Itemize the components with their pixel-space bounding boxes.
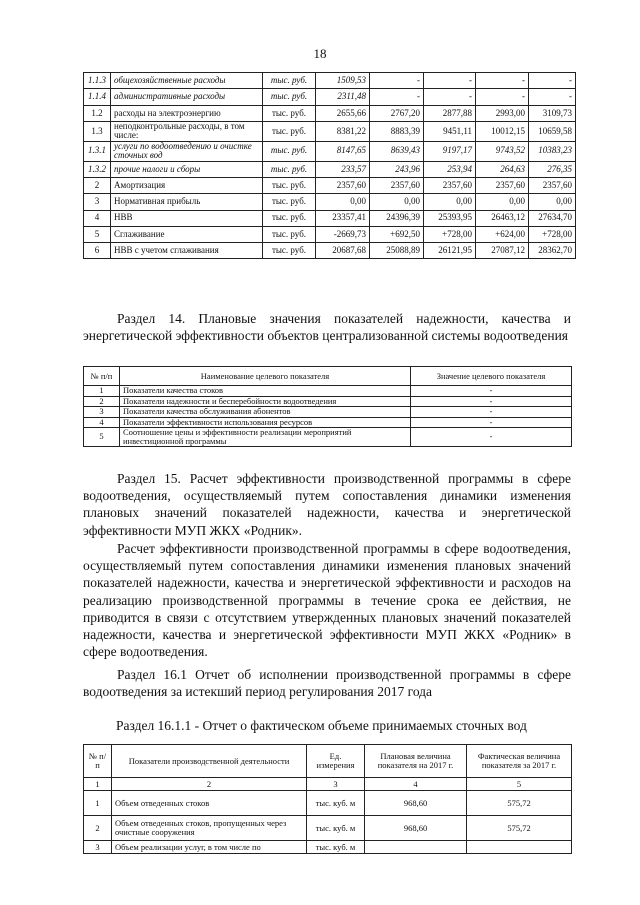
row-name: Объем отведенных стоков (112, 791, 307, 816)
row-unit: тыс. куб. м (307, 816, 365, 841)
col-number: 5 (467, 778, 572, 791)
section-16-1-1-title: Раздел 16.1.1 - Отчет о фактическом объеме принимаемых сточных вод (116, 718, 527, 733)
row-value: 264,63 (476, 161, 529, 177)
row-number: 1 (84, 791, 112, 816)
row-value: - (370, 89, 424, 105)
table-row (84, 396, 572, 407)
row-value: 10383,23 (529, 141, 576, 161)
table-row (84, 73, 576, 89)
row-unit: тыс. руб. (263, 73, 316, 89)
table-row (84, 194, 576, 210)
row-name: Показатели качества стоков (120, 386, 411, 397)
row-unit: тыс. руб. (263, 161, 316, 177)
header-value: Значение целевого показателя (411, 367, 572, 386)
table-row (84, 161, 576, 177)
row-value: - (424, 89, 476, 105)
table-row (84, 428, 572, 447)
row-fact (467, 841, 572, 854)
target-indicators-table (83, 366, 572, 447)
table-row (84, 816, 572, 841)
row-value: - (529, 89, 576, 105)
row-value: 276,35 (529, 161, 576, 177)
row-value: 0,00 (529, 194, 576, 210)
row-value: - (476, 89, 529, 105)
row-value: - (411, 407, 572, 418)
header-num: № п/п (84, 745, 112, 778)
table-row (84, 105, 576, 121)
table-row (84, 386, 572, 397)
col-number: 2 (112, 778, 307, 791)
row-value: 2357,60 (370, 177, 424, 193)
row-plan: 968,60 (365, 791, 467, 816)
row-plan (365, 841, 467, 854)
row-unit: тыс. куб. м (307, 791, 365, 816)
wastewater-report-table (83, 744, 572, 854)
row-number: 2 (84, 816, 112, 841)
row-value: 9451,11 (424, 121, 476, 141)
row-number: 5 (84, 428, 120, 447)
row-name: НВВ с учетом сглаживания (111, 243, 263, 259)
expenses-table (83, 72, 576, 259)
row-plan: 968,60 (365, 816, 467, 841)
row-unit: тыс. руб. (263, 177, 316, 193)
row-value: - (476, 73, 529, 89)
row-number: 5 (84, 226, 111, 242)
table-row (84, 121, 576, 141)
row-name: Объем реализации услуг, в том числе по (112, 841, 307, 854)
row-number: 6 (84, 243, 111, 259)
row-value: 24396,39 (370, 210, 424, 226)
row-value: 9743,52 (476, 141, 529, 161)
row-value: +692,50 (370, 226, 424, 242)
row-number: 1.1.4 (84, 89, 111, 105)
header-name: Показатели производственной деятельности (112, 745, 307, 778)
row-name: Нормативная прибыль (111, 194, 263, 210)
row-number: 1.3.2 (84, 161, 111, 177)
row-value: 26463,12 (476, 210, 529, 226)
section-15-body: Расчет эффективности производственной программы в сфере водоотведения, осуществляемый путем сопоставления динамики изменения плановых значений показателей надежности, качества и энергетической эффективности и расходов на реализацию производственной программы в течение срока ее действия, не приводится в связи с отсутствием утвержденных плановых значений показателей надежности, качества и энергетической эффективности МУП ЖКХ «Родник» в сфере водоотведения. (83, 541, 571, 660)
row-name: общехозяйственные расходы (111, 73, 263, 89)
row-value: 2767,20 (370, 105, 424, 121)
row-name: Показатели надежности и бесперебойности водоотведения (120, 396, 411, 407)
row-number: 1.1.3 (84, 73, 111, 89)
table-row (84, 407, 572, 418)
row-value: 9197,17 (424, 141, 476, 161)
row-unit: тыс. руб. (263, 210, 316, 226)
row-value: 0,00 (476, 194, 529, 210)
table-row (84, 417, 572, 428)
row-number: 3 (84, 407, 120, 418)
row-value: +624,00 (476, 226, 529, 242)
section-15-title: Раздел 15. Расчет эффективности производственной программы в сфере водоотведения, осуществляемый путем сопоставления динамики изменения плановых значений показателей надежности, качества и энергетической эффективности МУП ЖКХ «Родник». (83, 471, 571, 538)
row-unit: тыс. руб. (263, 243, 316, 259)
table-row (84, 177, 576, 193)
row-value: 2357,60 (529, 177, 576, 193)
row-number: 2 (84, 396, 120, 407)
row-value: 10659,58 (529, 121, 576, 141)
table-row (84, 89, 576, 105)
row-value: 23357,41 (316, 210, 370, 226)
row-number: 3 (84, 841, 112, 854)
row-name: услуги по водоотведению и очистке сточных вод (111, 141, 263, 161)
row-value: 2993,00 (476, 105, 529, 121)
row-unit: тыс. куб. м (307, 841, 365, 854)
row-value: 10012,15 (476, 121, 529, 141)
row-number: 3 (84, 194, 111, 210)
row-number: 4 (84, 417, 120, 428)
row-value: 243,96 (370, 161, 424, 177)
row-unit: тыс. руб. (263, 194, 316, 210)
row-name: Показатели эффективности использования ресурсов (120, 417, 411, 428)
row-value: 2357,60 (424, 177, 476, 193)
header-name: Наименование целевого показателя (120, 367, 411, 386)
row-value: 2877,88 (424, 105, 476, 121)
table-row (84, 243, 576, 259)
row-value: 8147,65 (316, 141, 370, 161)
row-value: 0,00 (316, 194, 370, 210)
row-name: Соотношение цены и эффективности реализации мероприятий инвестиционной программы (120, 428, 411, 447)
header-unit: Ед. измерения (307, 745, 365, 778)
row-unit: тыс. руб. (263, 121, 316, 141)
row-value: 233,57 (316, 161, 370, 177)
row-value: 20687,68 (316, 243, 370, 259)
row-value: 8381,22 (316, 121, 370, 141)
row-number: 2 (84, 177, 111, 193)
row-number: 1.2 (84, 105, 111, 121)
header-fact: Фактическая величина показателя за 2017 г. (467, 745, 572, 778)
row-value: 26121,95 (424, 243, 476, 259)
table-row (84, 210, 576, 226)
row-value: 0,00 (424, 194, 476, 210)
row-unit: тыс. руб. (263, 226, 316, 242)
row-value: 2655,66 (316, 105, 370, 121)
row-value: - (411, 396, 572, 407)
section-16-1-title: Раздел 16.1 Отчет об исполнении производственной программы в сфере водоотведения за истекший период регулирования 2017 года (83, 667, 571, 700)
section-14-title: Раздел 14. Плановые значения показателей надежности, качества и энергетической эффективности объектов централизованной системы водоотведения (83, 311, 571, 344)
row-value: - (411, 417, 572, 428)
col-number: 4 (365, 778, 467, 791)
row-name: Сглаживание (111, 226, 263, 242)
row-value: 2311,48 (316, 89, 370, 105)
row-name: неподконтрольные расходы, в том числе: (111, 121, 263, 141)
row-value: 28362,70 (529, 243, 576, 259)
row-value: +728,00 (424, 226, 476, 242)
row-value: 8639,43 (370, 141, 424, 161)
row-value: 2357,60 (316, 177, 370, 193)
table-row (84, 841, 572, 854)
table-row (84, 141, 576, 161)
row-unit: тыс. руб. (263, 105, 316, 121)
row-value: - (411, 386, 572, 397)
row-value: - (411, 428, 572, 447)
row-number: 1.3 (84, 121, 111, 141)
row-unit: тыс. руб. (263, 89, 316, 105)
header-num: № п/п (84, 367, 120, 386)
row-name: Объем отведенных стоков, пропущенных через очистные сооружения (112, 816, 307, 841)
row-name: Амортизация (111, 177, 263, 193)
row-value: 3109,73 (529, 105, 576, 121)
row-value: -2669,73 (316, 226, 370, 242)
row-fact: 575,72 (467, 791, 572, 816)
row-fact: 575,72 (467, 816, 572, 841)
row-value: 8883,39 (370, 121, 424, 141)
row-number: 1.3.1 (84, 141, 111, 161)
page-number: 18 (313, 46, 327, 61)
row-name: административные расходы (111, 89, 263, 105)
row-number: 4 (84, 210, 111, 226)
row-value: 27634,70 (529, 210, 576, 226)
header-plan: Плановая величина показателя на 2017 г. (365, 745, 467, 778)
row-value: 253,94 (424, 161, 476, 177)
row-name: расходы на электроэнергию (111, 105, 263, 121)
table-row (84, 226, 576, 242)
col-number: 3 (307, 778, 365, 791)
row-name: Показатели качества обслуживания абонентов (120, 407, 411, 418)
row-value: 27087,12 (476, 243, 529, 259)
row-value: 0,00 (370, 194, 424, 210)
row-value: 2357,60 (476, 177, 529, 193)
row-value: 1509,53 (316, 73, 370, 89)
row-value: 25393,95 (424, 210, 476, 226)
row-name: НВВ (111, 210, 263, 226)
row-value: - (424, 73, 476, 89)
row-value: - (370, 73, 424, 89)
row-value: - (529, 73, 576, 89)
row-name: прочие налоги и сборы (111, 161, 263, 177)
row-value: 25088,89 (370, 243, 424, 259)
col-number: 1 (84, 778, 112, 791)
row-number: 1 (84, 386, 120, 397)
row-value: +728,00 (529, 226, 576, 242)
row-unit: тыс. руб. (263, 141, 316, 161)
table-row (84, 791, 572, 816)
